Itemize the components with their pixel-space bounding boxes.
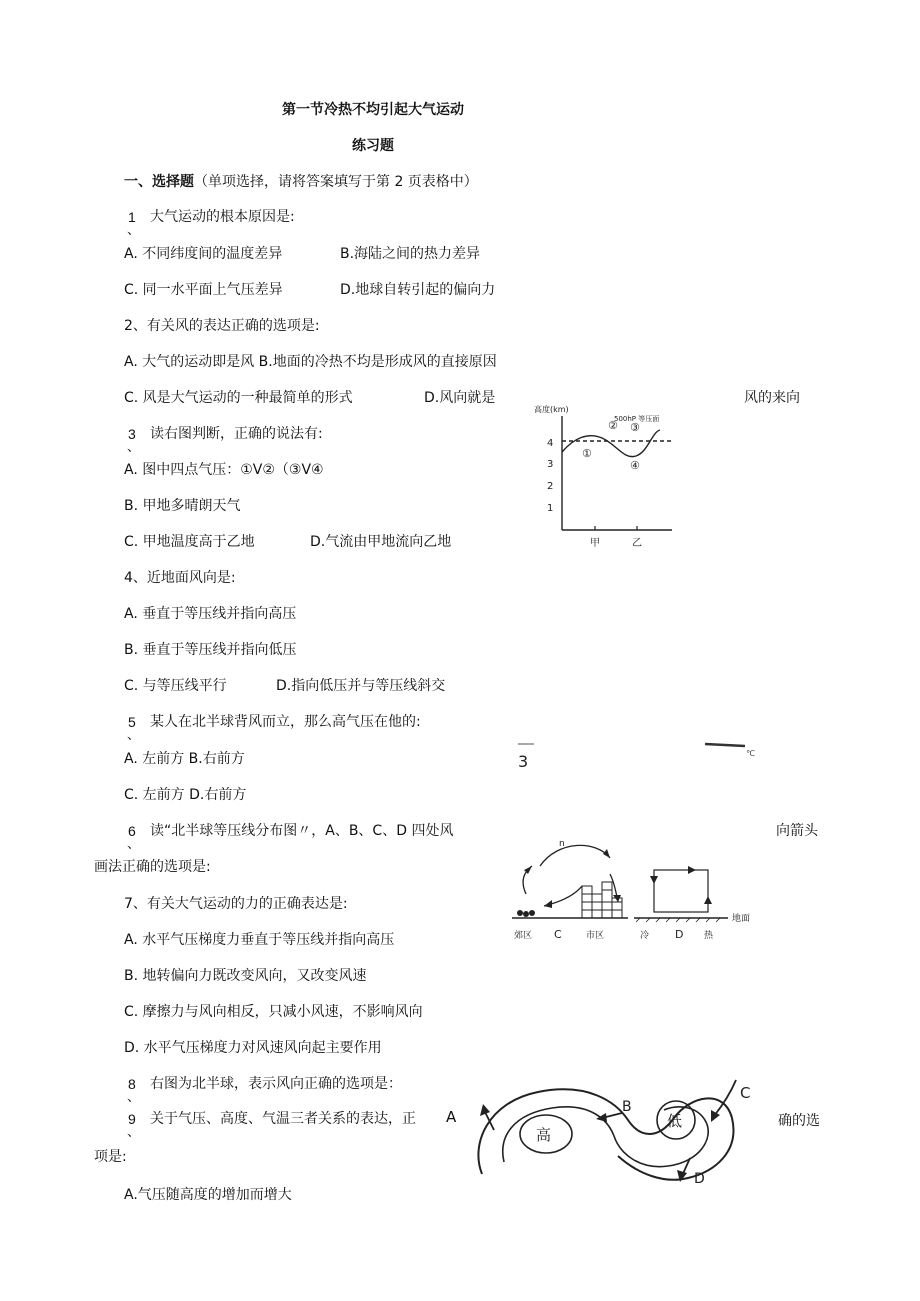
q3-number-tick: 、 [127, 440, 141, 455]
q9-stem: 关于气压、高度、气温三者关系的表达，正 [150, 1111, 416, 1127]
q8-number: 8 [128, 1076, 136, 1092]
fig4-arrowhead-c [711, 1110, 720, 1122]
q1-option-c: C. 同一水平面上气压差异 [124, 282, 283, 298]
q5-option-cd: C. 左前方 D.右前方 [124, 787, 247, 803]
fig1-point-3: ③ [630, 421, 640, 434]
q4-option-d: D.指向低压并与等压线斜交 [276, 678, 446, 694]
q1-number: 1 [128, 209, 136, 225]
q1-option-a: A. 不同纬度间的温度差异 [124, 246, 283, 262]
fig3-label-c: C [554, 928, 562, 941]
fig3-label-hot: 热 [704, 931, 714, 941]
fig3-city-buildings [582, 882, 622, 918]
fig1-ytick-2: 2 [547, 481, 554, 492]
fig1-point-4: ④ [630, 459, 640, 472]
q7-stem: 7、有关大气运动的力的正确表达是: [124, 896, 348, 912]
q9-stem-line2: 项是: [94, 1149, 127, 1165]
q6-stem-line2: 画法正确的选项是: [94, 859, 211, 875]
q2-option-d-end: 风的来向 [744, 390, 800, 406]
q4-option-b: B. 垂直于等压线并指向低压 [124, 642, 297, 658]
q6-stem-end: 向箭头 [776, 823, 818, 839]
fig4-label-d: D [694, 1171, 705, 1187]
isobar-wind-figure [468, 1074, 768, 1186]
fig3-label-city: 市区 [586, 931, 605, 941]
q6-number-tick: 、 [127, 837, 141, 852]
q5-stem: 某人在北半球背风而立，那么高气压在他的: [150, 714, 421, 730]
fig3-loop-arrow-top [688, 866, 696, 874]
fig4-high-label: 高 [536, 1126, 552, 1144]
fig1-ylabel: 高度(km) [534, 405, 569, 414]
fig3-mid-arrowhead [544, 900, 552, 908]
q3-option-c: C. 甲地温度高于乙地 [124, 534, 255, 550]
q8-number-tick: 、 [127, 1090, 141, 1105]
fig3-loop-box [654, 870, 708, 912]
fig3-top-label: n [559, 839, 565, 849]
fig3-label-suburb: 郊区 [514, 931, 533, 941]
fig4-label-b: B [622, 1099, 632, 1115]
cropped-figure-fragment [510, 742, 760, 772]
q3-option-d: D.气流由甲地流向乙地 [310, 534, 452, 550]
section-heading [124, 173, 478, 191]
q4-option-c: C. 与等压线平行 [124, 678, 227, 694]
fig1-ytick-3: 3 [547, 459, 554, 470]
fig1-xlabel-yi: 乙 [632, 538, 642, 549]
q4-stem: 4、近地面风向是: [124, 570, 236, 586]
q7-option-b: B. 地转偏向力既改变风向，又改变风速 [124, 968, 367, 984]
fig3-top-arc [540, 845, 610, 866]
fig1-xlabel-jia: 甲 [590, 538, 600, 549]
q3-stem: 读右图判断，正确的说法有: [150, 426, 323, 442]
isobar-height-figure [532, 402, 672, 554]
page-subtitle: 练习题 [352, 138, 394, 154]
q5-number: 5 [128, 714, 136, 730]
fig4-label-a: A [446, 1108, 457, 1126]
q9-number: 9 [128, 1111, 136, 1127]
q9-number-tick: 、 [127, 1125, 141, 1140]
fig2-fragment-right: ℃ [746, 749, 755, 758]
section-head: 一、选择题 [124, 174, 194, 190]
q6-number: 6 [128, 823, 136, 839]
fig4-outer-isobar [478, 1089, 733, 1179]
q3-option-b: B. 甲地多晴朗天气 [124, 498, 241, 514]
fig1-isobar-label: 500hP 等压面 [614, 415, 660, 423]
q2-option-c: C. 风是大气运动的一种最简单的形式 [124, 390, 353, 406]
page-title: 第一节冷热不均引起大气运动 [282, 102, 464, 118]
fig4-arrow-c [714, 1080, 736, 1116]
q6-stem: 读“北半球等压线分布图〃，A、B、C、D 四处风 [150, 823, 454, 839]
fig3-loop-arrow-left [650, 876, 658, 884]
heat-circulation-figure [510, 836, 772, 946]
section-note: （单项选择，请将答案填写于第 2 页表格中） [194, 174, 478, 190]
q4-option-a: A. 垂直于等压线并指向高压 [124, 606, 297, 622]
q2-option-d: D.风向就是 [424, 390, 496, 406]
q1-option-d: D.地球自转引起的偏向力 [340, 282, 496, 298]
q8-stem: 右图为北半球，表示风向正确的选项是： [150, 1076, 402, 1092]
q2-stem: 2、有关风的表达正确的选项是: [124, 318, 320, 334]
fig2-top-mark-right [705, 744, 745, 746]
q1-stem: 大气运动的根本原因是: [150, 209, 295, 225]
q9-stem-end: 确的选 [778, 1113, 820, 1129]
q7-option-a: A. 水平气压梯度力垂直于等压线并指向高压 [124, 932, 395, 948]
fig3-loop-arrow-right [704, 896, 712, 904]
fig2-fragment-3: 3 [518, 752, 529, 771]
fig1-isobar-curve [562, 430, 660, 457]
fig3-suburb-trees [517, 910, 535, 917]
fig1-point-1: ① [582, 447, 592, 460]
q3-number: 3 [128, 426, 136, 442]
fig1-point-2: ② [608, 419, 618, 432]
q7-option-d: D. 水平气压梯度力对风速风向起主要作用 [124, 1040, 382, 1056]
fig4-arrowhead-a [480, 1104, 490, 1116]
fig3-top-arrowhead [603, 849, 610, 858]
q1-option-b: B.海陆之间的热力差异 [340, 246, 481, 262]
q9-option-a: A.气压随高度的增加而增大 [124, 1187, 292, 1203]
q2-option-ab: A. 大气的运动即是风 B.地面的冷热不均是形成风的直接原因 [124, 354, 497, 370]
fig1-ytick-1: 1 [547, 503, 554, 514]
fig4-label-c: C [740, 1084, 751, 1102]
q1-number-tick: 、 [127, 223, 141, 238]
q3-option-a: A. 图中四点气压：①V②（③V④ [124, 462, 324, 478]
q5-number-tick: 、 [127, 728, 141, 743]
fig3-label-cold: 冷 [640, 931, 650, 941]
fig4-arrowhead-b [596, 1113, 607, 1122]
fig4-low-label: 低 [667, 1112, 683, 1130]
fig1-ytick-4: 4 [547, 438, 554, 449]
fig3-ground-label: 地面 [732, 914, 751, 924]
fig3-label-d: D [675, 928, 684, 941]
q5-option-ab: A. 左前方 B.右前方 [124, 751, 245, 767]
q7-option-c: C. 摩擦力与风向相反，只减小风速，不影响风向 [124, 1004, 423, 1020]
